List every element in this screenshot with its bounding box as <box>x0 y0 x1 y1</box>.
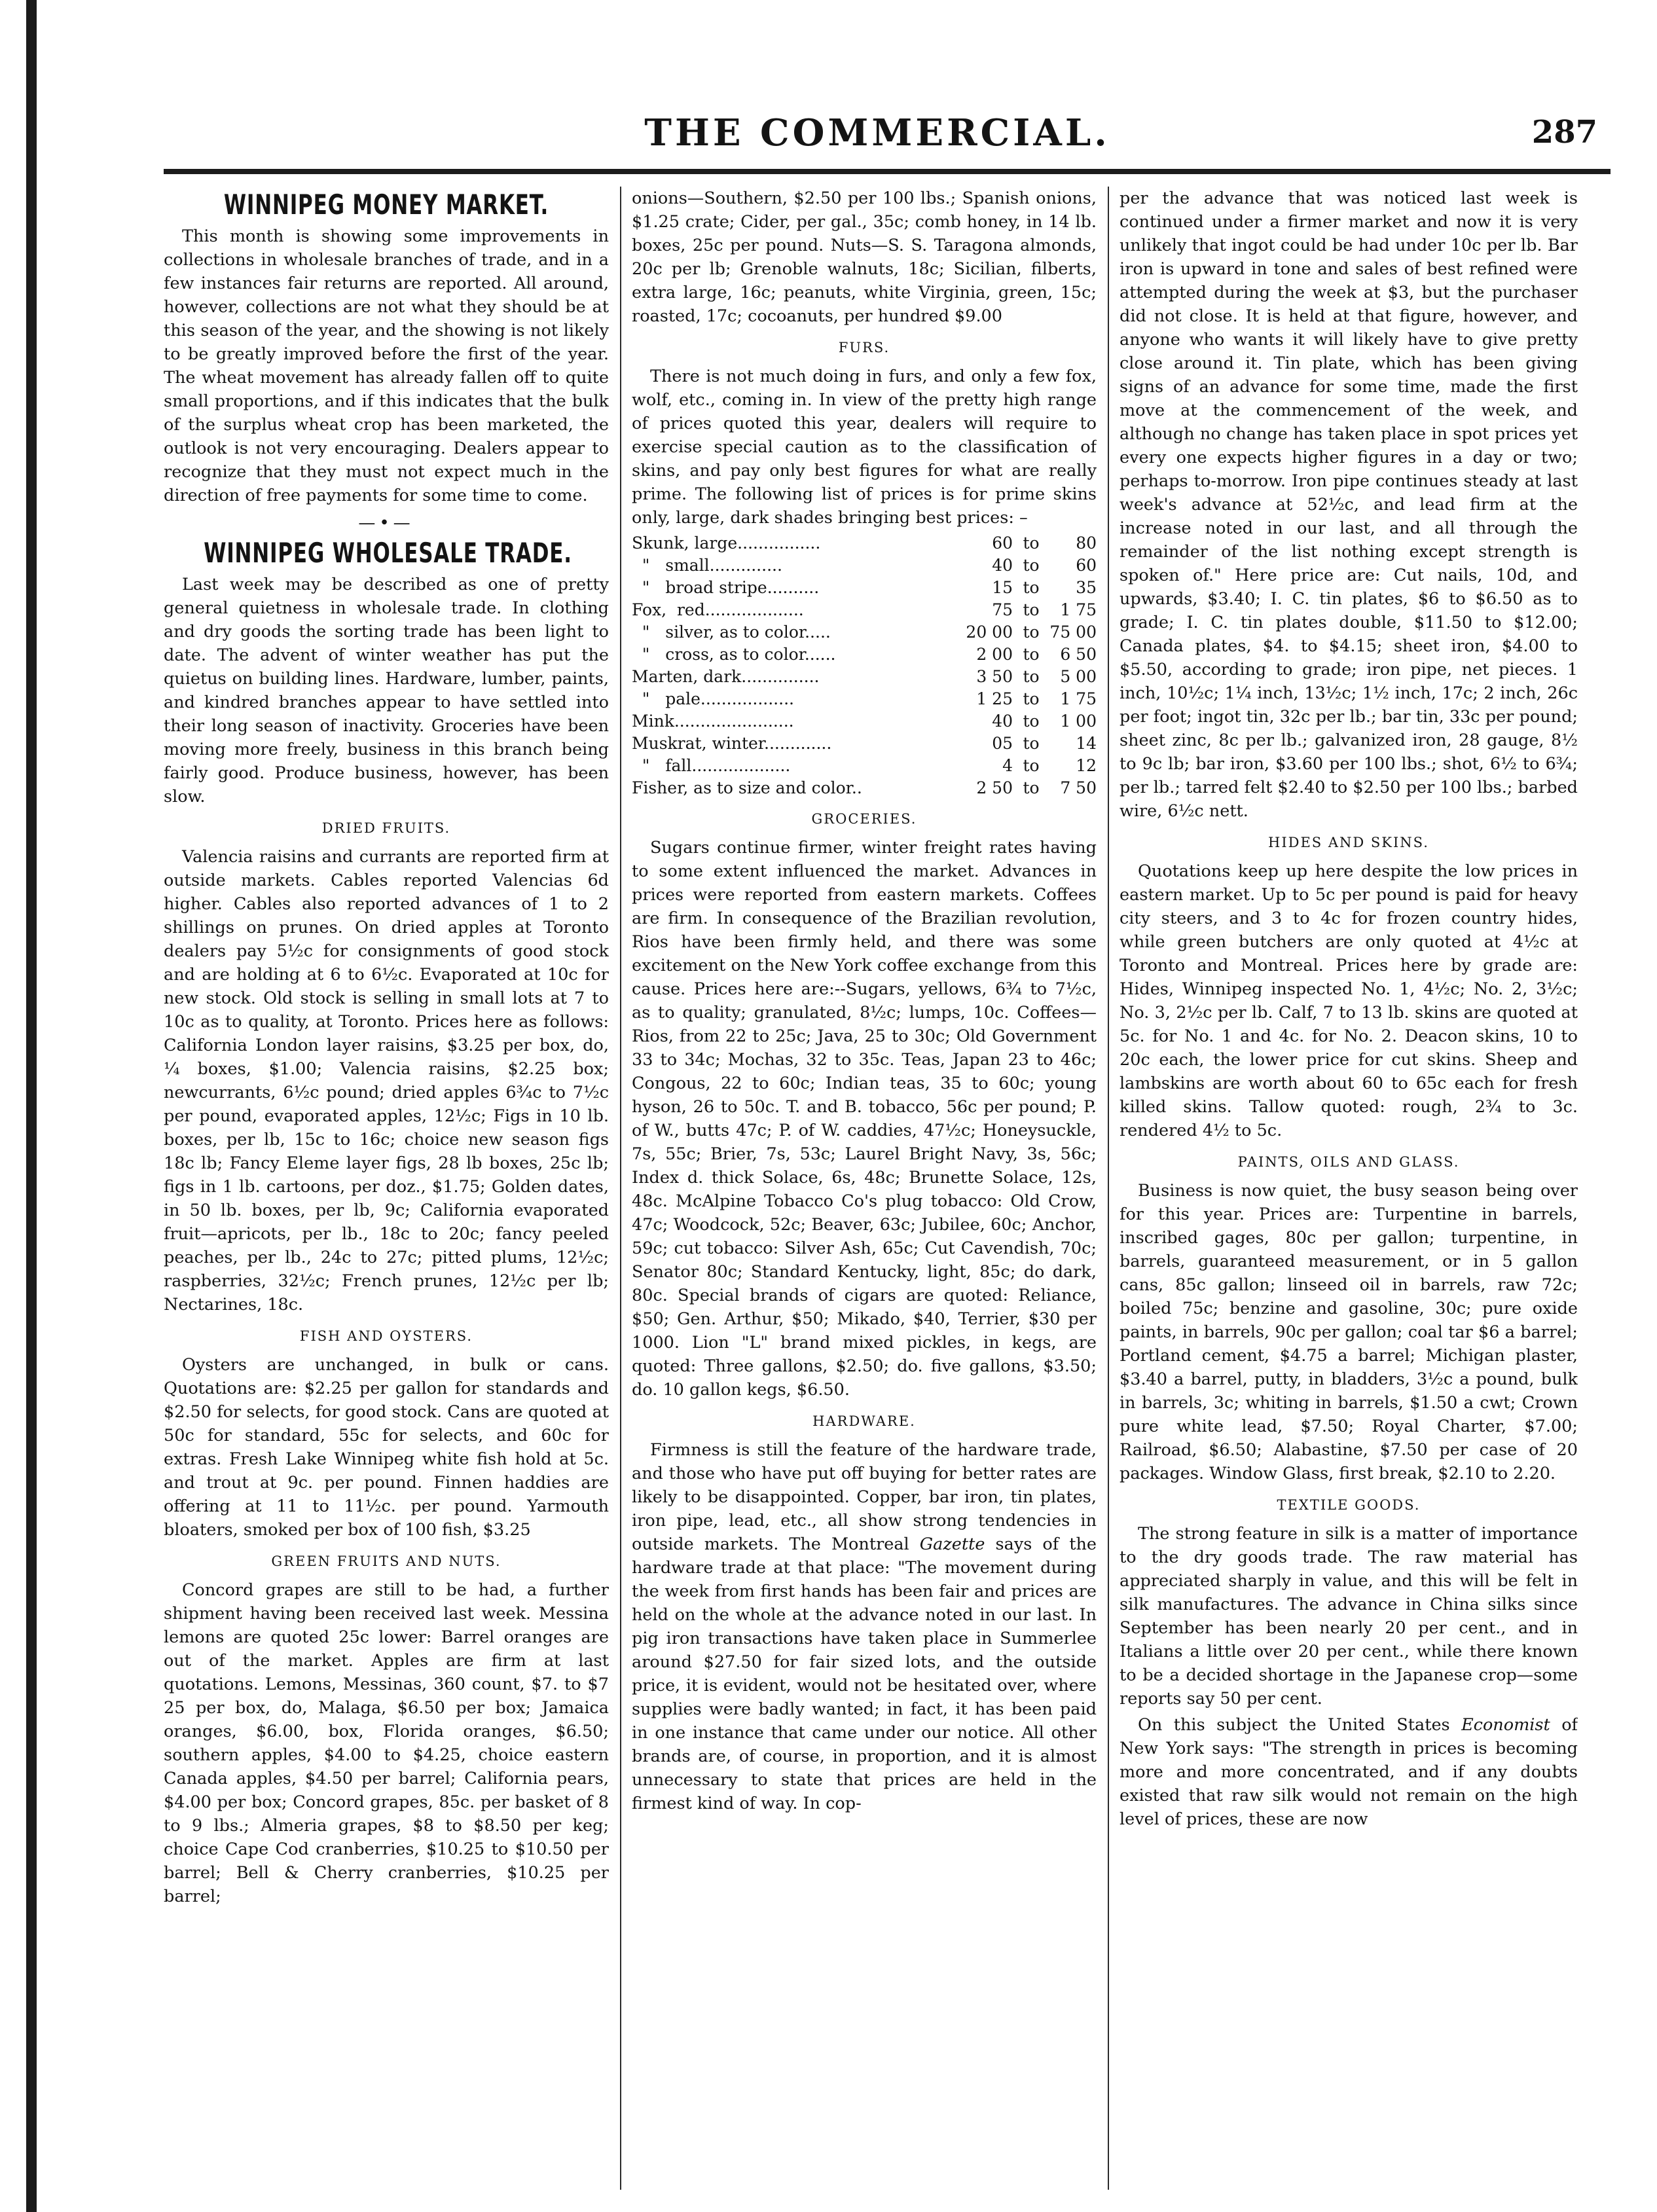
hardware-heading: HARDWARE. <box>812 1413 916 1429</box>
hides-body: Quotations keep up here despite the low prices in eastern market. Up to 5c per pound is paid for heavy city steers, and 3 to 4c for frozen country hides, while green butchers are only quoted at 4½c at Toronto and Montreal. Prices here by grade are: Hides, Winnipeg inspected No. 1, 4½c; No. 2, 3½c; No. 3, 2½c per lb. Calf, 7 to 13 lb. skins are quoted at 5c. for No. 1 and 4c. for No. 2. Deacon skins, 10 to 20c each, the lower price for cut skins. Sheep and lambskins are worth about 60 to 65c each for fresh killed skins. Tallow quoted: rough, 2¾ to 3c. rendered 4½ to 5c. <box>1120 861 1578 1140</box>
paints-heading: PAINTS, OILS AND GLASS. <box>1237 1154 1460 1170</box>
furs-body: There is not much doing in furs, and only a few fox, wolf, etc., coming in. In view of the pretty high range of prices quoted this year, dealers will require to exercise special caution as to the classification of skins, and pay only best figures for what are really prime. The following list of prices is for prime skins only, large, dark shades bringing best prices: – <box>632 367 1097 528</box>
fur-low-cell: 75 <box>992 600 1013 619</box>
fur-high-cell: 5 00 <box>1060 667 1097 686</box>
fur-low-cell: 40 <box>992 556 1013 575</box>
textile-heading: TEXTILE GOODS. <box>1277 1497 1421 1513</box>
money-market-heading: WINNIPEG MONEY MARKET. <box>223 189 549 221</box>
fur-high-cell: 60 <box>1076 556 1097 575</box>
textile-body-1: The strong feature in silk is a matter of importance to the dry goods trade. The raw material has appreciated sharply in value, and this will be felt in silk manufactures. The advance in China silks since September has been nearly 20 per cent., and in Italians a little over 20 per cent., while there known to be a decided shortage in the Japanese crop—some reports say 50 per cent. <box>1120 1524 1578 1709</box>
fur-item-cell: Fisher, as to size and color.. <box>632 778 862 797</box>
fur-item-cell: Fox, red................... <box>632 600 804 619</box>
fur-low-cell: 4 <box>1002 756 1013 775</box>
fur-to-cell: to <box>1023 578 1040 597</box>
money-market-body: This month is showing some improvements in collections in wholesale branches of trade, and in a few instances fair returns are reported. All around, however, collections are not what they should be at this season of the year, and the showing is not likely to be greatly improved before the first of the year. The wheat movement has already fallen off to quite small proportions, and if this indicates that the bulk of the surplus wheat crop has been marketed, the outlook is not very encouraging. Dealers appear to recognize that they must not expect much in the direction of free payments for some time to come. <box>164 227 609 505</box>
wholesale-trade-body: Last week may be described as one of pretty general quietness in wholesale trade. In clothing and dry goods the sorting trade has been light to date. The advent of winter weather has put the quietus on building lines. Hardware, lumber, paints, and kindred branches appear to have settled into their long season of inactivity. Groceries have been moving more freely, business in this branch being fairly good. Produce business, however, has been slow. <box>164 575 609 807</box>
gazette-title: Gazette <box>919 1534 985 1554</box>
fur-item-cell: " pale.................. <box>632 689 794 708</box>
dried-fruits-body: Valencia raisins and currants are reported firm at outside markets. Cables reported Valencias 6d higher. Cables also reported advances of 1 to 2 shillings on prunes. On dried apples at Toronto dealers pay 5½c for consignments of good stock and are holding at 6 to 6½c. Evaporated at 10c for new stock. Old stock is selling in small lots at 7 to 10c as to quality, at Toronto. Prices here as follows: California London layer raisins, $3.25 per box, do, ¼ boxes, $1.00; Valencia raisins, $2.25 box; newcurrants, 6½c pound; dried apples 6¾c to 7½c per pound, evaporated apples, 12½c; Figs in 10 lb. boxes, per lb, 15c to 16c; choice new season figs 18c lb; Fancy Eleme layer figs, 28 lb boxes, 25c lb; figs in 1 lb. cartoons, per doz., $1.75; Golden dates, in 50 lb. boxes, per lb, 9c; California evaporated fruit—apricots, per lb., 18c to 20c; fancy peeled peaches, per lb., 24c to 27c; pitted plums, 12½c; raspberries, 32½c; French prunes, 12½c per lb; Nectarines, 18c. <box>164 847 609 1315</box>
fur-price-row <box>632 777 1097 799</box>
fur-price-row <box>632 599 1097 621</box>
binding-spine <box>26 0 37 2212</box>
hardware-body <box>632 1438 1097 1815</box>
fur-price-row <box>632 710 1097 733</box>
fur-low-cell: 2 00 <box>976 645 1013 664</box>
fur-to-cell: to <box>1023 689 1040 708</box>
economist-title: Economist <box>1461 1715 1550 1735</box>
hardware-body-text-2: says of the hardware trade at that place: "The movement during the week from first hands has been fair and prices are held on the whole at the advance noted in our last. In pig iron transactions have taken place in Summerlee around $27.50 for fair sized lots, and the outside price, it is evident, would not be hesitated over, where supplies were badly wanted; in fact, it has been paid in one instance that came under our notice. All other brands are, of course, in proportion, and it is almost unnecessary to state that prices are held in the firmest kind of way. In cop- <box>632 1534 1097 1813</box>
fur-high-cell: 35 <box>1076 578 1097 597</box>
dried-fruits-heading: DRIED FRUITS. <box>321 820 451 836</box>
fur-to-cell: to <box>1023 623 1040 642</box>
fur-price-row <box>632 666 1097 688</box>
fur-price-row <box>632 733 1097 755</box>
fur-high-cell: 14 <box>1076 734 1097 753</box>
fur-to-cell: to <box>1023 645 1040 664</box>
furs-price-table <box>632 532 1097 799</box>
fur-high-cell: 7 50 <box>1060 778 1097 797</box>
fur-to-cell: to <box>1023 778 1040 797</box>
masthead <box>144 98 1611 170</box>
fur-high-cell: 1 00 <box>1060 712 1097 731</box>
column-separator-2 <box>1108 187 1109 2190</box>
groceries-heading: GROCERIES. <box>811 811 917 827</box>
fur-high-cell: 1 75 <box>1060 689 1097 708</box>
fur-item-cell: " small.............. <box>632 556 782 575</box>
hardware-body-text: Firmness is still the feature of the hardware trade, and those who have put off buying for better rates are likely to be disappointed. Copper, bar iron, tin plates, iron pipe, lead, etc., all show strong tendencies in outside markets. The Montreal <box>632 1440 1097 1554</box>
fish-oysters-heading: FISH AND OYSTERS. <box>299 1328 473 1344</box>
page-number: 287 <box>1531 114 1597 151</box>
fur-high-cell: 12 <box>1076 756 1097 775</box>
groceries-body: Sugars continue firmer, winter freight rates having to some extent influenced the market. Advances in prices were reported from eastern markets. Coffees are firm. In consequence of the Brazilian revolution, Rios have been firmly held, and there was some excitement on the New York coffee exchange from this cause. Prices here are:--Sugars, yellows, 6¾ to 7½c, as to quality; granulated, 8½c; lumps, 10c. Coffees—Rios, from 22 to 25c; Java, 25 to 30c; Old Government 33 to 34c; Mochas, 32 to 35c. Teas, Japan 23 to 46c; Congous, 22 to 60c; Indian teas, 35 to 60c; young hyson, 26 to 50c. T. and B. tobacco, 56c per pound; P. of W., butts 47c; P. of W. caddies, 47½c; Honeysuckle, 7s, 55c; Brier, 7s, 53c; Laurel Bright Navy, 3s, 56c; Index d. thick Solace, 6s, 48c; Brunette Solace, 12s, 48c. McAlpine Tobacco Co's plug tobacco: Old Crow, 47c; Woodcock, 52c; Beaver, 63c; Jubilee, 60c; Anchor, 59c; cut tobacco: Silver Ash, 65c; Cut Cavendish, 70c; Senator 80c; Standard Kentucky, light, 85c; do dark, 80c. Special brands of cigars are quoted: Reliance, $50; Gen. Arthur, $50; Mikado, $40, Terrier, $30 per 1000. Lion "L" brand mixed pickles, in kegs, are quoted: Three gallons, $2.50; do. five gallons, $3.50; do. 10 gallon kegs, $6.50. <box>632 838 1097 1400</box>
fur-item-cell: Mink....................... <box>632 712 794 731</box>
newspaper-title: THE COMMERCIAL. <box>644 111 1110 154</box>
fur-item-cell: " cross, as to color...... <box>632 645 836 664</box>
fur-price-row <box>632 644 1097 666</box>
hardware-continued: per the advance that was noticed last week is continued under a firmer market and now it is very unlikely that ingot could be had under 10c per lb. Bar iron is upward in tone and sales of best refined were attempted during the week at $3, but the purchaser did not close. It is held at that figure, however, and anyone who wants it will likely have to give pretty close around it. Tin plate, which has been giving signs of an advance for some time, made the first move at the commencement of the week, and although no change has taken place in spot prices yet every one expects higher figures in a day or two; perhaps to-morrow. Iron pipe continues steady at last week's advance at 52½c, and lead firm at the increase noted in our last, and all through the remainder of the list nothing except strength is spoken of." Here price are: Cut nails, 10d, and upwards, $3.40; I. C. tin plates, $6 to $6.50 as to grade; I. C. tin plates double, $11.50 to $12.00; Canada plates, $4. to $4.15; sheet iron, $4.00 to $5.50, according to grade; iron pipe, net pieces. 1 inch, 10½c; 1¼ inch, 13½c; 1½ inch, 17c; 2 inch, 26c per foot; ingot tin, 32c per lb.; bar tin, 33c per pound; sheet zinc, 8c per lb.; galvanized iron, 28 gauge, 8½ to 9c lb; bar iron, $3.60 per 100 lbs.; shot, 6½ to 6¾; per lb.; tarred felt $2.40 to $2.50 per 100 lbs.; barbed wire, 6½c nett. <box>1120 189 1578 821</box>
green-fruits-body: Concord grapes are still to be had, a further shipment having been received last week. Messina lemons are quoted 25c lower: Barrel oranges are out of the market. Apples are firm at last quotations. Lemons, Messinas, 360 count, $7. to $7 25 per box, do, Malaga, $6.50 per box; Jamaica oranges, $6.00, box, Florida oranges, $6.50; southern apples, $4.00 to $4.25, choice eastern Canada apples, $4.50 per barrel; California pears, $4.00 per box; Concord grapes, 85c. per basket of 8 to 9 lbs.; Almeria grapes, $8 to $8.50 per keg; choice Cape Cod cranberries, $10.25 to $10.50 per barrel; Bell & Cherry cranberries, $10.25 per barrel; <box>164 1580 609 1906</box>
fur-to-cell: to <box>1023 756 1040 775</box>
column-separator-1 <box>620 187 621 2190</box>
fur-high-cell: 80 <box>1076 534 1097 553</box>
fur-price-row <box>632 621 1097 644</box>
fur-low-cell: 05 <box>992 734 1013 753</box>
column-3 <box>1120 187 1578 2190</box>
green-fruits-heading: GREEN FRUITS AND NUTS. <box>271 1553 501 1569</box>
fur-to-cell: to <box>1023 667 1040 686</box>
fur-price-row <box>632 532 1097 554</box>
fur-low-cell: 3 50 <box>976 667 1013 686</box>
fur-price-row <box>632 554 1097 577</box>
fur-low-cell: 2 50 <box>976 778 1013 797</box>
fur-item-cell: " silver, as to color..... <box>632 623 831 642</box>
fur-price-row <box>632 577 1097 599</box>
section-divider: —•— <box>358 513 414 533</box>
paints-body: Business is now quiet, the busy season being over for this year. Prices are: Turpentine in barrels, inscribed gages, 80c per gallon; turpentine, in barrels, guaranteed measurement, or in 5 gallon cans, 85c gallon; linseed oil in barrels, raw 72c; boiled 75c; benzine and gasoline, 30c; pure oxide paints, in barrels, 90c per gallon; coal tar $6 a barrel; Portland cement, $4.75 a barrel; Michigan plaster, $3.40 a barrel, putty, in bladders, 3½c a pound, bulk in barrels, 3c; whiting in barrels, $1.50 a cwt; Crown pure white lead, $7.50; Royal Charter, $7.00; Railroad, $6.50; Alabastine, $7.50 per case of 20 packages. Window Glass, first break, $2.10 to 2.20. <box>1120 1181 1578 1483</box>
fur-low-cell: 1 25 <box>976 689 1013 708</box>
textile-body-2 <box>1120 1713 1578 1831</box>
fur-high-cell: 6 50 <box>1060 645 1097 664</box>
fur-low-cell: 60 <box>992 534 1013 553</box>
fur-item-cell: Marten, dark............... <box>632 667 820 686</box>
furs-heading: FURS. <box>838 340 890 355</box>
fur-item-cell: " fall................... <box>632 756 791 775</box>
nuts-continued: onions—Southern, $2.50 per 100 lbs.; Spanish onions, $1.25 crate; Cider, per gal., 35c; comb honey, in 14 lb. boxes, 25c per pound. Nuts—S. S. Taragona almonds, 20c per lb; Grenoble walnuts, 18c; Sicilian, filberts, extra large, 16c; peanuts, white Virginia, green, 15c; roasted, 17c; cocoanuts, per hundred $9.00 <box>632 189 1097 326</box>
fur-to-cell: to <box>1023 556 1040 575</box>
fish-oysters-body: Oysters are unchanged, in bulk or cans. Quotations are: $2.25 per gallon for standards and $2.50 for selects, for good stock. Cans are quoted at 50c for standard, 55c for selects, and 60c for extras. Fresh Lake Winnipeg white fish hold at 5c. and trout at 9c. per pound. Finnen haddies are offering at 11 to 11½c. per pound. Yarmouth bloaters, smoked per box of 100 fish, $3.25 <box>164 1355 609 1540</box>
column-1 <box>164 187 609 2190</box>
fur-item-cell: Muskrat, winter............. <box>632 734 832 753</box>
fur-item-cell: " broad stripe.......... <box>632 578 820 597</box>
column-2 <box>632 187 1097 2190</box>
fur-to-cell: to <box>1023 734 1040 753</box>
fur-high-cell: 1 75 <box>1060 600 1097 619</box>
fur-low-cell: 20 00 <box>966 623 1013 642</box>
fur-item-cell: Skunk, large................ <box>632 534 821 553</box>
fur-to-cell: to <box>1023 712 1040 731</box>
wholesale-trade-heading: WINNIPEG WHOLESALE TRADE. <box>204 537 572 569</box>
fur-price-row <box>632 688 1097 710</box>
fur-high-cell: 75 00 <box>1049 623 1097 642</box>
fur-to-cell: to <box>1023 600 1040 619</box>
fur-low-cell: 40 <box>992 712 1013 731</box>
fur-price-row <box>632 755 1097 777</box>
fur-to-cell: to <box>1023 534 1040 553</box>
textile-body-2-text-b: of New York says: "The strength in prices is becoming more and more concentrated, and if any doubts existed that raw silk would not remain on the high level of prices, these are now <box>1120 1715 1578 1829</box>
fur-low-cell: 15 <box>992 578 1013 597</box>
header-rule <box>164 169 1611 174</box>
hides-heading: HIDES AND SKINS. <box>1268 835 1429 850</box>
textile-body-2-text: On this subject the United States <box>1138 1715 1462 1735</box>
